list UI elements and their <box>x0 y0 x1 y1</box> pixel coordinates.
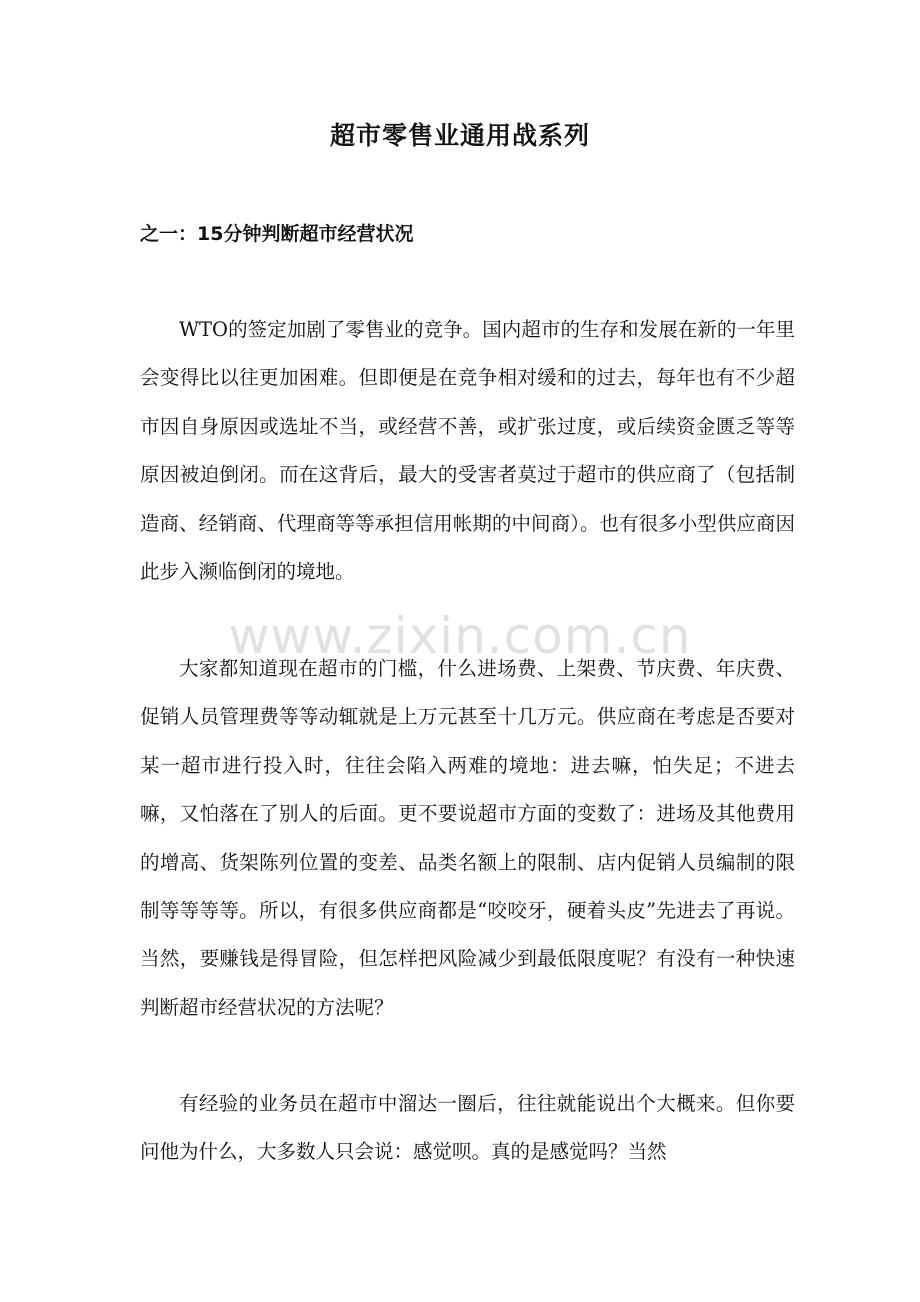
paragraph-3: 有经验的业务员在超市中溜达一圈后，往往就能说出个大概来。但你要问他为什么，大多数人只会说：感觉呗。真的是感觉吗？当然 <box>140 1092 795 1164</box>
paragraph-2: 大家都知道现在超市的门槛，什么进场费、上架费、节庆费、年庆费、促销人员管理费等等动辄就是上万元甚至十几万元。供应商在考虑是否要对某一超市进行投入时，往往会陷入两难的境地：进去嘛，怕失足；不进去嘛，又怕落在了别人的后面。更不要说超市方面的变数了：进场及其他费用的增高、货架陈列位置的变差、品类名额上的限制、店内促销人员编制的限制等等等等。所以，有很多供应商都是“咬咬牙，硬着头皮”先进去了再说。当然，要赚钱是得冒险，但怎样把风险减少到最低限度呢？有没有一种快速判断超市经营状况的方法呢？ <box>140 657 795 1019</box>
document-title: 超市零售业通用战系列 <box>329 121 590 150</box>
paragraph-1: WTO的签定加剧了零售业的竞争。国内超市的生存和发展在新的一年里会变得比以往更加困难。但即便是在竞争相对缓和的过去，每年也有不少超市因自身原因或选址不当，或经营不善，或扩张过度，或后续资金匮乏等等原因被迫倒闭。而在这背后，最大的受害者莫过于超市的供应商了（包括制造商、经销商、代理商等等承担信用帐期的中间商）。也有很多小型供应商因此步入濒临倒闭的境地。 <box>140 318 795 584</box>
watermark: www.zixin.com.cn <box>228 607 692 665</box>
section-heading: 之一：15分钟判断超市经营状况 <box>140 223 414 245</box>
